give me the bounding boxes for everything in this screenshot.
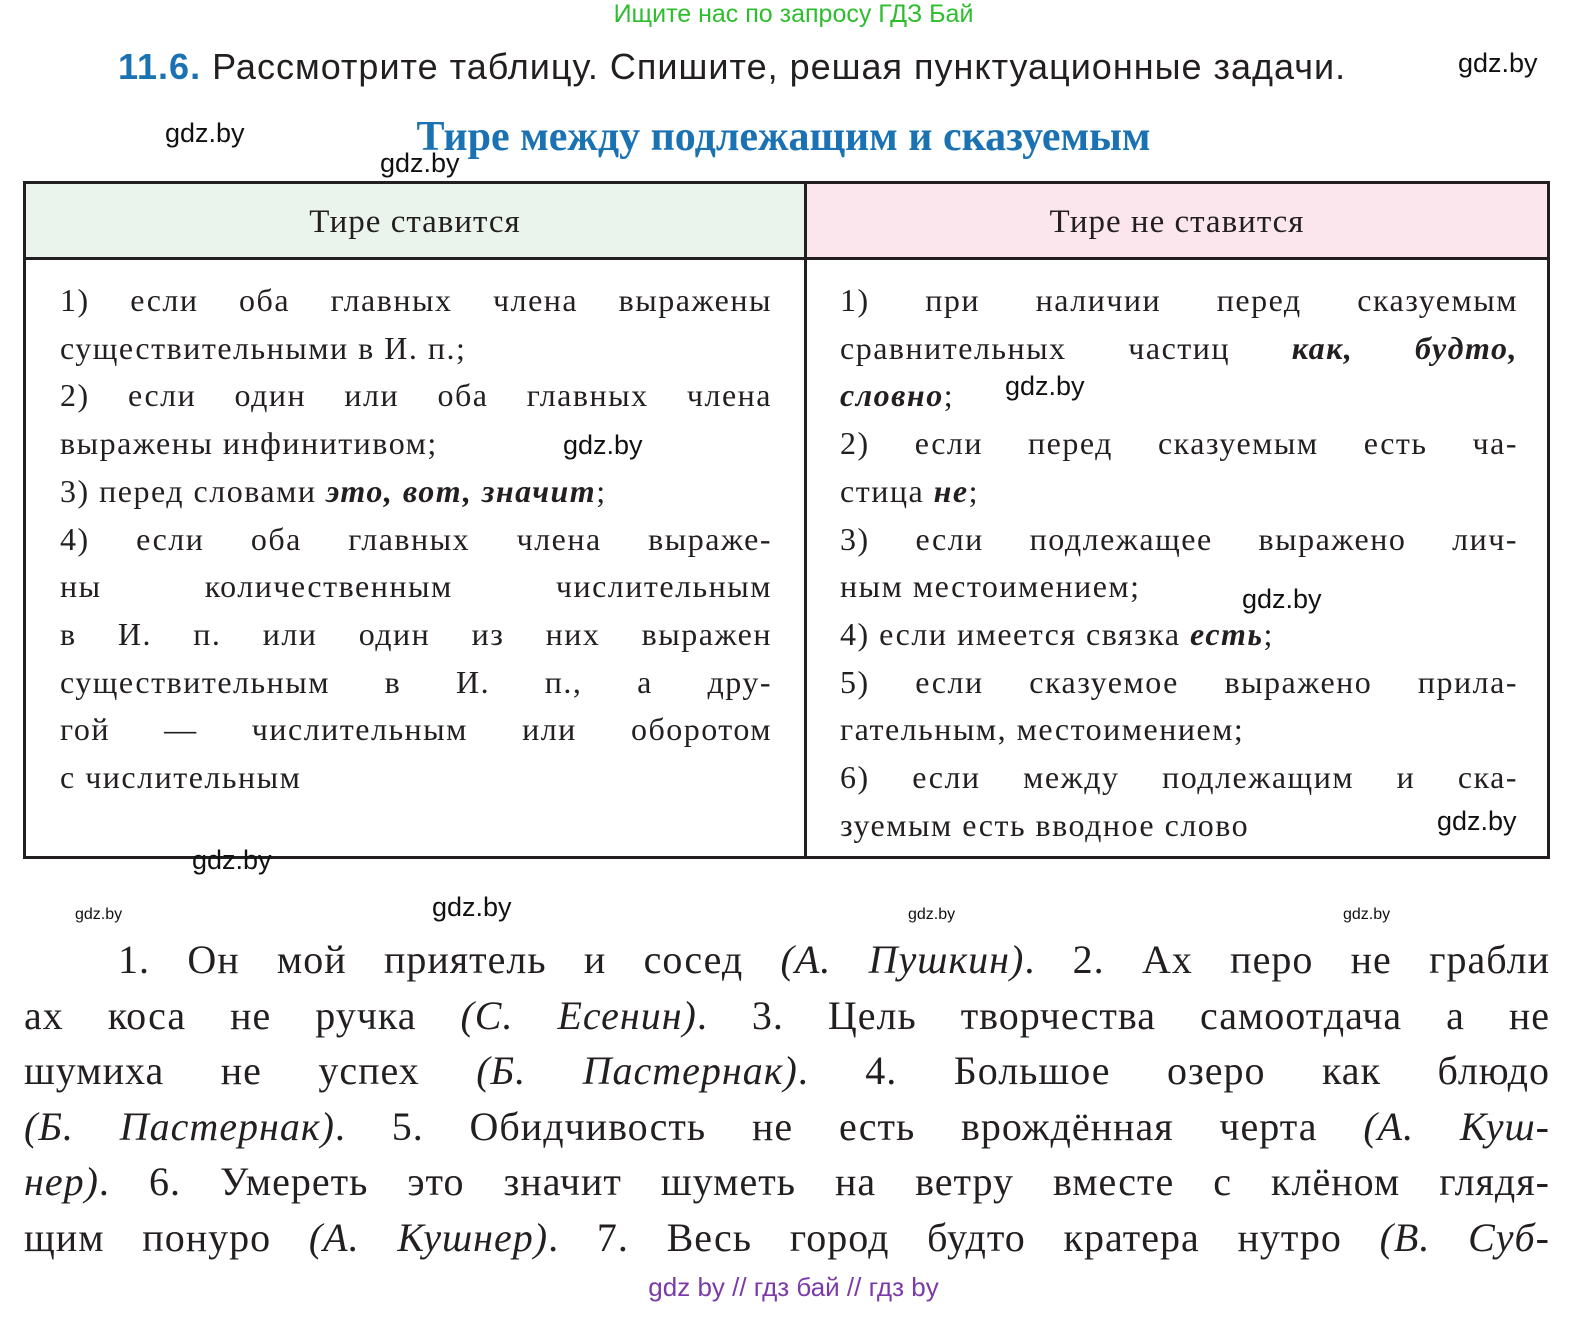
emphasized-text: (А. Куш- (1363, 1103, 1550, 1149)
text-segment: 4) если оба главных члена выраже- (60, 520, 772, 557)
watermark: gdz.by (380, 148, 460, 178)
exercise-line (118, 935, 1550, 985)
rule-line (60, 471, 772, 511)
text-segment: . 7. Весь город будто кратера нутро (548, 1215, 1380, 1260)
column-divider (804, 260, 807, 856)
emphasized-text: (А. Пушкин) (780, 937, 1025, 982)
text-segment: гой — числительным или оборотом (60, 711, 772, 748)
rule-line (840, 614, 1518, 654)
text-segment: 3) перед словами (60, 472, 326, 509)
rule-line (60, 566, 772, 606)
rule-line (840, 709, 1518, 749)
text-segment: . 5. Обидчивость не есть врождённая черта (334, 1103, 1364, 1149)
rule-line (60, 375, 772, 415)
rule-line (60, 280, 772, 320)
emphasized-text: как, будто, (1291, 329, 1518, 366)
watermark: gdz.by (1437, 806, 1517, 836)
rule-line (60, 328, 772, 368)
footer-watermark: gdz by // гдз бай // гдз by (648, 1272, 939, 1302)
text-segment: шумиха не успех (24, 1048, 477, 1094)
emphasized-text: есть (1190, 615, 1264, 652)
text-segment: 5) если сказуемое выражено прила- (840, 663, 1518, 700)
rule-line (60, 662, 772, 702)
text-segment: 2) если один или оба главных члена (60, 377, 772, 414)
emphasized-text: (С. Есенин) (460, 992, 697, 1038)
text-segment: сравнительных частиц (840, 329, 1292, 366)
emphasized-text: (Б. Пастернак) (24, 1103, 335, 1149)
text-segment: 4) если имеется связка (840, 615, 1191, 652)
text-segment: с числительным (60, 759, 302, 795)
task-number: 11.6. (118, 46, 202, 87)
rule-line (60, 709, 772, 749)
text-segment: 1) если оба главных члена выражены (60, 282, 772, 318)
table-title-text: Тире между подлежащим и сказуемым (416, 114, 1151, 160)
text-segment: 1. Он мой приятель и сосед (118, 937, 781, 982)
text-segment: выражены инфинитивом; (60, 425, 438, 462)
text-segment: 2) если перед сказуемым есть ча- (840, 425, 1518, 462)
rule-line (840, 805, 1518, 845)
rule-line (840, 757, 1518, 797)
text-segment: ; (943, 377, 955, 414)
text-segment: ны количественным числительным (60, 568, 772, 605)
rule-line (840, 566, 1518, 606)
rule-line (840, 662, 1518, 702)
watermark: gdz.by (165, 118, 245, 148)
watermark: gdz.by (432, 892, 512, 922)
text-segment: гательным, местоимением; (840, 711, 1245, 748)
text-segment: . 3. Цель творчества самоотдача а не (696, 992, 1550, 1038)
text-segment: 6) если между подлежащим и ска- (840, 759, 1518, 795)
text-segment: стица (840, 472, 934, 509)
text-segment: ; (968, 472, 979, 509)
rule-line (840, 375, 1518, 415)
watermark: gdz.by (908, 906, 956, 923)
watermark: gdz.by (563, 430, 643, 460)
header-dash-not-used: Тире не ставится (807, 184, 1547, 260)
header-dash-used: Тире ставится (26, 184, 807, 260)
text-segment: существительным в И. п., а дру- (60, 663, 772, 700)
emphasized-text: словно (840, 377, 944, 414)
text-segment: зуемым есть вводное слово (840, 806, 1250, 843)
watermark: gdz.by (1343, 906, 1391, 923)
rule-line (60, 423, 772, 463)
emphasized-text: нер) (24, 1159, 99, 1205)
exercise-line (24, 1157, 1550, 1207)
rule-line (840, 423, 1518, 463)
rule-line (840, 519, 1518, 559)
text-segment: . 2. Ах перо не грабли (1024, 937, 1550, 982)
emphasized-text: (Б. Пастернак) (476, 1048, 798, 1094)
text-segment: . 6. Умереть это значит шуметь на ветру вместе с клёном глядя- (98, 1159, 1550, 1205)
text-segment: ах коса не ручка (24, 992, 461, 1038)
watermark: gdz.by (1458, 48, 1538, 78)
watermark: gdz.by (1005, 371, 1085, 401)
watermark: gdz.by (192, 845, 272, 875)
text-segment: щим понуро (24, 1215, 309, 1260)
rule-line (60, 519, 772, 559)
watermark: gdz.by (1242, 584, 1322, 614)
exercise-line (24, 1046, 1550, 1096)
emphasized-text: это, вот, значит (325, 472, 597, 509)
task-heading (118, 46, 1346, 88)
emphasized-text: не (933, 472, 969, 509)
text-segment: ; (1263, 615, 1274, 652)
emphasized-text: (В. Суб- (1379, 1215, 1550, 1260)
rule-line (840, 280, 1518, 320)
rule-line (60, 757, 772, 797)
rule-line (60, 614, 772, 654)
exercise-line (24, 991, 1550, 1041)
task-instruction: Рассмотрите таблицу. Спишите, решая пунктуационные задачи. (212, 46, 1347, 87)
watermark: gdz.by (75, 906, 123, 923)
text-segment: существительными в И. п.; (60, 329, 467, 366)
rule-line (840, 328, 1518, 368)
text-segment: ; (596, 472, 607, 509)
rules-table (23, 181, 1550, 859)
text-segment: в И. п. или один из них выражен (60, 615, 772, 652)
search-hint-banner: Ищите нас по запросу ГДЗ Бай (613, 0, 974, 28)
text-segment: 1) при наличии перед сказуемым (840, 282, 1518, 318)
emphasized-text: (А. Кушнер) (308, 1215, 549, 1260)
text-segment: 3) если подлежащее выражено лич- (840, 520, 1518, 557)
exercise-line (24, 1102, 1550, 1152)
rule-line (840, 471, 1518, 511)
text-segment: ным местоимением; (840, 568, 1141, 605)
exercise-line (24, 1213, 1550, 1263)
text-segment: . 4. Большое озеро как блюдо (797, 1048, 1550, 1094)
